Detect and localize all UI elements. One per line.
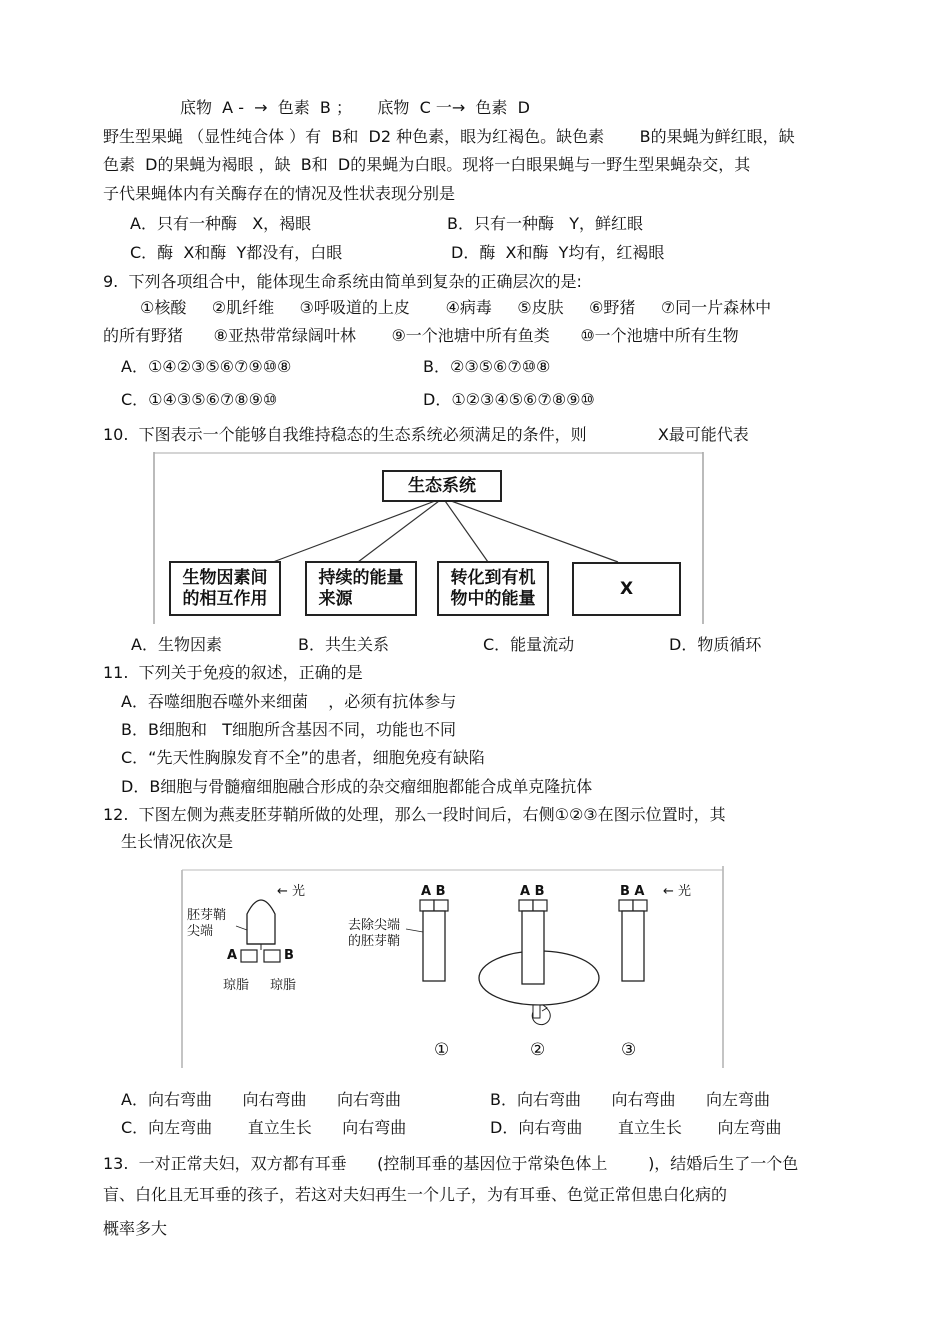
q8-line1: 野生型果蝇 （显性纯合体 ）有 B和 D2 种色素，眼为红褐色。缺色素 B的果蝇为鲜红眼，缺: [103, 127, 795, 146]
q12-option-a: A．向右弯曲 向右弯曲 向右弯曲: [121, 1090, 401, 1109]
q9-stem: 9. 下列各项组合中，能体现生命系统由简单到复杂的正确层次的是:: [103, 272, 582, 291]
q11-option-c: C．“先天性胸腺发育不全”的患者，细胞免疫有缺陷: [121, 748, 485, 767]
q11-option-b: B．B细胞和 T细胞所含基因不同，功能也不同: [121, 720, 456, 739]
q11-option-a: A．吞噬细胞吞噬外来细菌 ，必须有抗体参与: [121, 692, 457, 711]
q8-line3: 子代果蝇体内有关酶存在的情况及性状表现分别是: [103, 184, 456, 203]
q9-option-a: A．①④②③⑤⑥⑦⑨⑩⑧: [121, 357, 292, 376]
q10-option-d: D．物质循环: [669, 635, 762, 654]
q12-option-b: B．向右弯曲 向右弯曲 向左弯曲: [490, 1090, 771, 1109]
ecosystem-box-organic-energy: [437, 561, 549, 616]
plant2-ab-label: A B: [520, 884, 545, 899]
q9-option-d: D．①②③④⑤⑥⑦⑧⑨⑩: [423, 390, 595, 409]
q8-option-b: B．只有一种酶 Y，鲜红眼: [447, 214, 644, 233]
ecosystem-box-x-label: X: [619, 578, 634, 599]
q13-line1: 13. 一对正常夫妇，双方都有耳垂 (控制耳垂的基因位于常染色体上 )，结婚后生了一个色: [103, 1154, 799, 1173]
agar-label-1: 琼脂: [223, 978, 250, 993]
q8-option-c: C．酶 X和酶 Y都没有，白眼: [130, 243, 343, 262]
q12-stem-line2: 生长情况依次是: [121, 832, 234, 851]
coleoptile-tip-label: 胚芽鞘 尖端: [187, 908, 227, 939]
plant3-ab-label: B A: [620, 884, 645, 899]
q8-option-d: D．酶 X和酶 Y均有，红褐眼: [451, 243, 665, 262]
ecosystem-box-energy-source-label: 持续的能量 来源: [318, 567, 404, 609]
ecosystem-root-label: 生态系统: [408, 475, 476, 496]
q9-items-line2: 的所有野猪 ⑧亚热带常绿阔叶林 ⑨一个池塘中所有鱼类 ⑩一个池塘中所有生物: [103, 326, 739, 345]
ecosystem-root-box: [382, 470, 502, 502]
q9-items-line1: ①核酸 ②肌纤维 ③呼吸道的上皮 ④病毒 ⑤皮肤 ⑥野猪 ⑦同一片森林中: [140, 298, 772, 317]
q10-option-c: C．能量流动: [483, 635, 575, 654]
light-label-left: ← 光: [277, 884, 306, 899]
q10-option-b: B．共生关系: [298, 635, 389, 654]
q10-option-a: A．生物因素: [131, 635, 222, 654]
ecosystem-box-energy-source: [305, 561, 417, 616]
decapitated-label: 去除尖端 的胚芽鞘: [348, 918, 401, 949]
ecosystem-box-organic-energy-label: 转化到有机 物中的能量: [450, 567, 536, 609]
q12-stem-line1: 12. 下图左侧为燕麦胚芽鞘所做的处理，那么一段时间后，右侧①②③在图示位置时，其: [103, 805, 726, 824]
plant1-ab-label: A B: [421, 884, 446, 899]
light-label-right: ← 光: [663, 884, 692, 899]
q8-formula: 底物 A - → 色素 B ； 底物 C 一→ 色素 D: [180, 98, 530, 117]
plant1-number: ①: [434, 1040, 450, 1060]
q9-option-b: B．②③⑤⑥⑦⑩⑧: [423, 357, 551, 376]
agar-a-label: A: [227, 948, 238, 963]
q8-line2: 色素 D的果蝇为褐眼 ，缺 B和 D的果蝇为白眼。现将一白眼果蝇与一野生型果蝇杂交，其: [103, 155, 751, 174]
q13-line2: 盲、白化且无耳垂的孩子，若这对夫妇再生一个儿子，为有耳垂、色觉正常但患白化病的: [103, 1185, 728, 1204]
q11-stem: 11. 下列关于免疫的叙述，正确的是: [103, 663, 363, 682]
agar-label-2: 琼脂: [270, 978, 297, 993]
q9-option-c: C．①④③⑤⑥⑦⑧⑨⑩: [121, 390, 278, 409]
q8-option-a: A．只有一种酶 X，褐眼: [130, 214, 312, 233]
q12-option-d: D．向右弯曲 直立生长 向左弯曲: [490, 1118, 782, 1137]
ecosystem-box-x: [572, 562, 681, 616]
q10-stem: 10. 下图表示一个能够自我维持稳态的生态系统必须满足的条件，则 X最可能代表: [103, 425, 749, 444]
coleoptile-diagram: [181, 866, 726, 1068]
plant3-number: ③: [621, 1040, 637, 1060]
q13-line3: 概率多大: [103, 1219, 168, 1238]
agar-b-label: B: [284, 948, 294, 963]
plant2-number: ②: [530, 1040, 546, 1060]
ecosystem-box-biotic-label: 生物因素间 的相互作用: [182, 567, 268, 609]
q11-option-d: D．B细胞与骨髓瘤细胞融合形成的杂交瘤细胞都能合成单克隆抗体: [121, 777, 593, 796]
ecosystem-box-biotic: [169, 561, 281, 616]
q12-option-c: C．向左弯曲 直立生长 向右弯曲: [121, 1118, 407, 1137]
ecosystem-diagram: [153, 452, 705, 624]
